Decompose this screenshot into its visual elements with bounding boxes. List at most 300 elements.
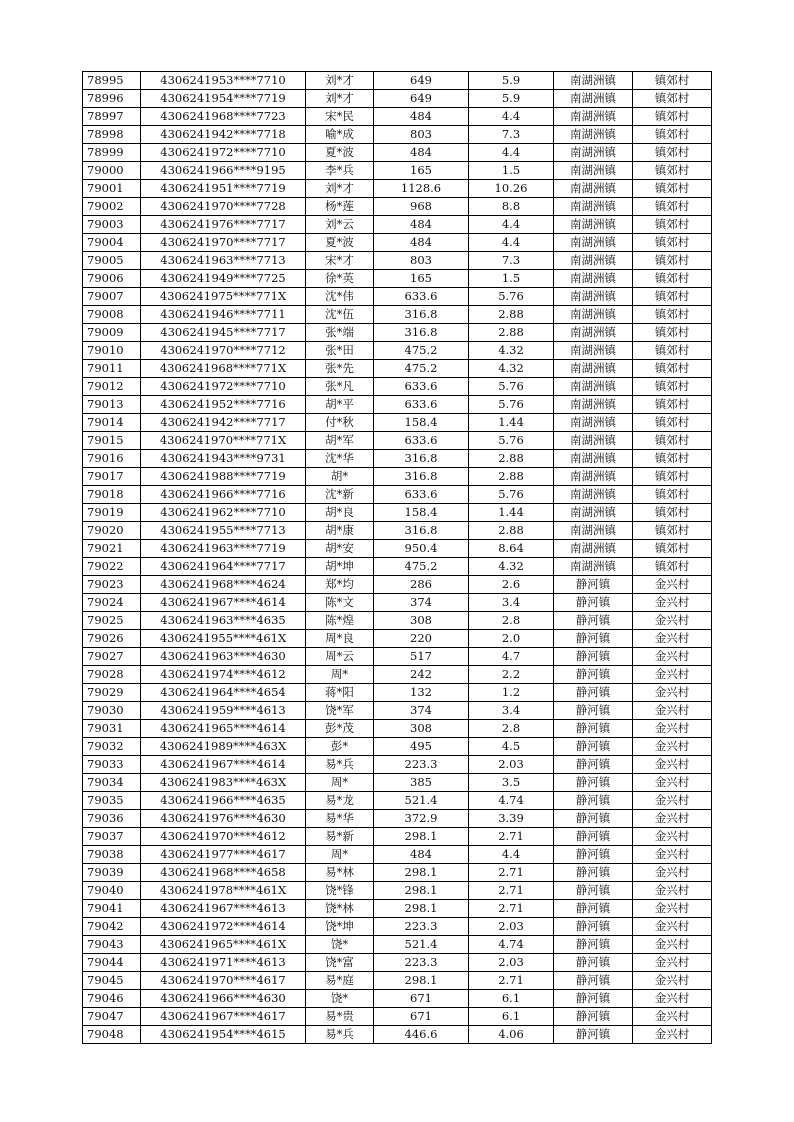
- quantity-cell: 4.5: [469, 738, 554, 756]
- row-number-cell: 79043: [83, 936, 141, 954]
- town-cell: 南湖洲镇: [554, 216, 633, 234]
- id-number-cell: 4306241977****4617: [141, 846, 306, 864]
- table-row: [83, 558, 712, 576]
- id-number-cell: 4306241945****7717: [141, 324, 306, 342]
- quantity-cell: 5.9: [469, 72, 554, 90]
- amount-cell: 475.2: [374, 360, 469, 378]
- town-cell: 静河镇: [554, 648, 633, 666]
- row-number-cell: 79032: [83, 738, 141, 756]
- quantity-cell: 2.03: [469, 756, 554, 774]
- table-row: [83, 594, 712, 612]
- name-cell: 饶*林: [306, 900, 374, 918]
- data-table: [82, 71, 712, 1044]
- town-cell: 南湖洲镇: [554, 378, 633, 396]
- row-number-cell: 79014: [83, 414, 141, 432]
- name-cell: 胡*军: [306, 432, 374, 450]
- row-number-cell: 79015: [83, 432, 141, 450]
- row-number-cell: 79047: [83, 1008, 141, 1026]
- row-number-cell: 79016: [83, 450, 141, 468]
- id-number-cell: 4306241970****771X: [141, 432, 306, 450]
- village-cell: 金兴村: [633, 702, 712, 720]
- name-cell: 蒋*阳: [306, 684, 374, 702]
- id-number-cell: 4306241953****7710: [141, 72, 306, 90]
- village-cell: 金兴村: [633, 612, 712, 630]
- id-number-cell: 4306241963****4630: [141, 648, 306, 666]
- id-number-cell: 4306241978****461X: [141, 882, 306, 900]
- town-cell: 南湖洲镇: [554, 198, 633, 216]
- quantity-cell: 2.88: [469, 324, 554, 342]
- village-cell: 金兴村: [633, 792, 712, 810]
- town-cell: 静河镇: [554, 918, 633, 936]
- id-number-cell: 4306241963****7713: [141, 252, 306, 270]
- name-cell: 张*先: [306, 360, 374, 378]
- table-row: [83, 792, 712, 810]
- name-cell: 饶*军: [306, 702, 374, 720]
- id-number-cell: 4306241942****7717: [141, 414, 306, 432]
- row-number-cell: 79045: [83, 972, 141, 990]
- id-number-cell: 4306241954****4615: [141, 1026, 306, 1044]
- name-cell: 易*新: [306, 828, 374, 846]
- name-cell: 夏*波: [306, 144, 374, 162]
- quantity-cell: 4.74: [469, 792, 554, 810]
- table-row: [83, 702, 712, 720]
- quantity-cell: 2.88: [469, 450, 554, 468]
- village-cell: 金兴村: [633, 990, 712, 1008]
- table-row: [83, 864, 712, 882]
- quantity-cell: 7.3: [469, 252, 554, 270]
- town-cell: 南湖洲镇: [554, 126, 633, 144]
- id-number-cell: 4306241976****4630: [141, 810, 306, 828]
- village-cell: 金兴村: [633, 936, 712, 954]
- town-cell: 南湖洲镇: [554, 252, 633, 270]
- row-number-cell: 79011: [83, 360, 141, 378]
- quantity-cell: 2.88: [469, 522, 554, 540]
- name-cell: 易*兵: [306, 1026, 374, 1044]
- town-cell: 南湖洲镇: [554, 180, 633, 198]
- town-cell: 静河镇: [554, 864, 633, 882]
- row-number-cell: 79033: [83, 756, 141, 774]
- row-number-cell: 79007: [83, 288, 141, 306]
- name-cell: 胡*坤: [306, 558, 374, 576]
- quantity-cell: 1.2: [469, 684, 554, 702]
- town-cell: 静河镇: [554, 720, 633, 738]
- id-number-cell: 4306241946****7711: [141, 306, 306, 324]
- amount-cell: 316.8: [374, 522, 469, 540]
- amount-cell: 223.3: [374, 918, 469, 936]
- village-cell: 金兴村: [633, 900, 712, 918]
- id-number-cell: 4306241968****771X: [141, 360, 306, 378]
- table-row: [83, 630, 712, 648]
- town-cell: 静河镇: [554, 846, 633, 864]
- table-row: [83, 396, 712, 414]
- row-number-cell: 79036: [83, 810, 141, 828]
- id-number-cell: 4306241967****4617: [141, 1008, 306, 1026]
- village-cell: 金兴村: [633, 846, 712, 864]
- village-cell: 金兴村: [633, 738, 712, 756]
- table-row: [83, 972, 712, 990]
- town-cell: 静河镇: [554, 684, 633, 702]
- name-cell: 易*庭: [306, 972, 374, 990]
- name-cell: 刘*云: [306, 216, 374, 234]
- id-number-cell: 4306241962****7710: [141, 504, 306, 522]
- amount-cell: 950.4: [374, 540, 469, 558]
- village-cell: 镇郊村: [633, 198, 712, 216]
- id-number-cell: 4306241970****7728: [141, 198, 306, 216]
- quantity-cell: 2.8: [469, 612, 554, 630]
- village-cell: 金兴村: [633, 684, 712, 702]
- amount-cell: 220: [374, 630, 469, 648]
- table-row: [83, 918, 712, 936]
- town-cell: 南湖洲镇: [554, 360, 633, 378]
- id-number-cell: 4306241968****7723: [141, 108, 306, 126]
- row-number-cell: 79041: [83, 900, 141, 918]
- name-cell: 饶*坤: [306, 918, 374, 936]
- row-number-cell: 79008: [83, 306, 141, 324]
- table-row: [83, 342, 712, 360]
- table-row: [83, 450, 712, 468]
- id-number-cell: 4306241959****4613: [141, 702, 306, 720]
- town-cell: 静河镇: [554, 810, 633, 828]
- village-cell: 金兴村: [633, 1026, 712, 1044]
- quantity-cell: 2.03: [469, 918, 554, 936]
- quantity-cell: 1.5: [469, 270, 554, 288]
- town-cell: 南湖洲镇: [554, 414, 633, 432]
- table-row: [83, 432, 712, 450]
- id-number-cell: 4306241966****9195: [141, 162, 306, 180]
- town-cell: 静河镇: [554, 576, 633, 594]
- row-number-cell: 78998: [83, 126, 141, 144]
- amount-cell: 484: [374, 216, 469, 234]
- quantity-cell: 6.1: [469, 1008, 554, 1026]
- amount-cell: 1128.6: [374, 180, 469, 198]
- town-cell: 南湖洲镇: [554, 144, 633, 162]
- table-row: [83, 360, 712, 378]
- name-cell: 易*华: [306, 810, 374, 828]
- amount-cell: 475.2: [374, 558, 469, 576]
- amount-cell: 484: [374, 846, 469, 864]
- amount-cell: 517: [374, 648, 469, 666]
- row-number-cell: 79001: [83, 180, 141, 198]
- town-cell: 静河镇: [554, 882, 633, 900]
- row-number-cell: 79024: [83, 594, 141, 612]
- town-cell: 静河镇: [554, 1008, 633, 1026]
- table-row: [83, 684, 712, 702]
- quantity-cell: 10.26: [469, 180, 554, 198]
- quantity-cell: 4.4: [469, 108, 554, 126]
- village-cell: 金兴村: [633, 630, 712, 648]
- id-number-cell: 4306241975****771X: [141, 288, 306, 306]
- name-cell: 李*兵: [306, 162, 374, 180]
- town-cell: 静河镇: [554, 738, 633, 756]
- amount-cell: 242: [374, 666, 469, 684]
- name-cell: 杨*莲: [306, 198, 374, 216]
- table-row: [83, 198, 712, 216]
- name-cell: 易*龙: [306, 792, 374, 810]
- amount-cell: 308: [374, 720, 469, 738]
- village-cell: 镇郊村: [633, 108, 712, 126]
- town-cell: 南湖洲镇: [554, 558, 633, 576]
- town-cell: 南湖洲镇: [554, 468, 633, 486]
- row-number-cell: 79048: [83, 1026, 141, 1044]
- row-number-cell: 79044: [83, 954, 141, 972]
- amount-cell: 316.8: [374, 450, 469, 468]
- amount-cell: 803: [374, 126, 469, 144]
- name-cell: 周*: [306, 846, 374, 864]
- table-row: [83, 72, 712, 90]
- table-row: [83, 936, 712, 954]
- id-number-cell: 4306241988****7719: [141, 468, 306, 486]
- village-cell: 镇郊村: [633, 162, 712, 180]
- village-cell: 镇郊村: [633, 360, 712, 378]
- amount-cell: 223.3: [374, 756, 469, 774]
- table-row: [83, 270, 712, 288]
- table-row: [83, 414, 712, 432]
- amount-cell: 316.8: [374, 306, 469, 324]
- table-row: [83, 540, 712, 558]
- table-row: [83, 144, 712, 162]
- quantity-cell: 7.3: [469, 126, 554, 144]
- village-cell: 金兴村: [633, 810, 712, 828]
- table-row: [83, 756, 712, 774]
- name-cell: 周*: [306, 774, 374, 792]
- amount-cell: 633.6: [374, 486, 469, 504]
- amount-cell: 372.9: [374, 810, 469, 828]
- name-cell: 张*端: [306, 324, 374, 342]
- table-row: [83, 180, 712, 198]
- village-cell: 镇郊村: [633, 468, 712, 486]
- town-cell: 南湖洲镇: [554, 162, 633, 180]
- name-cell: 易*兵: [306, 756, 374, 774]
- amount-cell: 298.1: [374, 900, 469, 918]
- name-cell: 沈*新: [306, 486, 374, 504]
- quantity-cell: 2.0: [469, 630, 554, 648]
- table-row: [83, 666, 712, 684]
- row-number-cell: 79002: [83, 198, 141, 216]
- village-cell: 镇郊村: [633, 558, 712, 576]
- quantity-cell: 2.71: [469, 828, 554, 846]
- row-number-cell: 79023: [83, 576, 141, 594]
- quantity-cell: 2.71: [469, 864, 554, 882]
- quantity-cell: 5.76: [469, 288, 554, 306]
- table-row: [83, 108, 712, 126]
- amount-cell: 649: [374, 90, 469, 108]
- row-number-cell: 79031: [83, 720, 141, 738]
- table-row: [83, 486, 712, 504]
- id-number-cell: 4306241964****4654: [141, 684, 306, 702]
- row-number-cell: 79030: [83, 702, 141, 720]
- id-number-cell: 4306241967****4613: [141, 900, 306, 918]
- name-cell: 胡*: [306, 468, 374, 486]
- id-number-cell: 4306241970****4617: [141, 972, 306, 990]
- name-cell: 宋*才: [306, 252, 374, 270]
- id-number-cell: 4306241949****7725: [141, 270, 306, 288]
- village-cell: 金兴村: [633, 648, 712, 666]
- name-cell: 饶*: [306, 990, 374, 1008]
- id-number-cell: 4306241966****7716: [141, 486, 306, 504]
- name-cell: 沈*伍: [306, 306, 374, 324]
- table-row: [83, 468, 712, 486]
- village-cell: 金兴村: [633, 828, 712, 846]
- amount-cell: 298.1: [374, 828, 469, 846]
- town-cell: 南湖洲镇: [554, 72, 633, 90]
- id-number-cell: 4306241972****7710: [141, 144, 306, 162]
- row-number-cell: 79009: [83, 324, 141, 342]
- row-number-cell: 78997: [83, 108, 141, 126]
- village-cell: 镇郊村: [633, 486, 712, 504]
- row-number-cell: 79029: [83, 684, 141, 702]
- row-number-cell: 79034: [83, 774, 141, 792]
- table-row: [83, 900, 712, 918]
- quantity-cell: 2.2: [469, 666, 554, 684]
- id-number-cell: 4306241965****4614: [141, 720, 306, 738]
- id-number-cell: 4306241952****7716: [141, 396, 306, 414]
- table-row: [83, 126, 712, 144]
- town-cell: 静河镇: [554, 972, 633, 990]
- town-cell: 南湖洲镇: [554, 342, 633, 360]
- id-number-cell: 4306241972****4614: [141, 918, 306, 936]
- name-cell: 彭*茂: [306, 720, 374, 738]
- quantity-cell: 2.6: [469, 576, 554, 594]
- id-number-cell: 4306241965****461X: [141, 936, 306, 954]
- quantity-cell: 1.5: [469, 162, 554, 180]
- id-number-cell: 4306241970****4612: [141, 828, 306, 846]
- id-number-cell: 4306241976****7717: [141, 216, 306, 234]
- table-row: [83, 810, 712, 828]
- quantity-cell: 3.5: [469, 774, 554, 792]
- amount-cell: 165: [374, 270, 469, 288]
- amount-cell: 308: [374, 612, 469, 630]
- row-number-cell: 79000: [83, 162, 141, 180]
- town-cell: 静河镇: [554, 936, 633, 954]
- amount-cell: 286: [374, 576, 469, 594]
- town-cell: 静河镇: [554, 612, 633, 630]
- table-row: [83, 504, 712, 522]
- quantity-cell: 2.71: [469, 900, 554, 918]
- table-row: [83, 612, 712, 630]
- quantity-cell: 5.9: [469, 90, 554, 108]
- quantity-cell: 2.71: [469, 972, 554, 990]
- town-cell: 静河镇: [554, 702, 633, 720]
- row-number-cell: 79026: [83, 630, 141, 648]
- quantity-cell: 6.1: [469, 990, 554, 1008]
- village-cell: 镇郊村: [633, 216, 712, 234]
- row-number-cell: 79035: [83, 792, 141, 810]
- amount-cell: 165: [374, 162, 469, 180]
- row-number-cell: 78996: [83, 90, 141, 108]
- id-number-cell: 4306241968****4624: [141, 576, 306, 594]
- amount-cell: 132: [374, 684, 469, 702]
- quantity-cell: 4.32: [469, 360, 554, 378]
- quantity-cell: 1.44: [469, 414, 554, 432]
- row-number-cell: 79006: [83, 270, 141, 288]
- row-number-cell: 79028: [83, 666, 141, 684]
- table-row: [83, 738, 712, 756]
- id-number-cell: 4306241989****463X: [141, 738, 306, 756]
- id-number-cell: 4306241970****7712: [141, 342, 306, 360]
- name-cell: 郑*均: [306, 576, 374, 594]
- table-row: [83, 162, 712, 180]
- row-number-cell: 79037: [83, 828, 141, 846]
- village-cell: 镇郊村: [633, 378, 712, 396]
- table-row: [83, 774, 712, 792]
- amount-cell: 298.1: [374, 882, 469, 900]
- town-cell: 静河镇: [554, 630, 633, 648]
- amount-cell: 495: [374, 738, 469, 756]
- town-cell: 静河镇: [554, 594, 633, 612]
- town-cell: 南湖洲镇: [554, 450, 633, 468]
- name-cell: 胡*安: [306, 540, 374, 558]
- row-number-cell: 79012: [83, 378, 141, 396]
- village-cell: 镇郊村: [633, 450, 712, 468]
- quantity-cell: 8.8: [469, 198, 554, 216]
- village-cell: 金兴村: [633, 918, 712, 936]
- row-number-cell: 79038: [83, 846, 141, 864]
- village-cell: 镇郊村: [633, 414, 712, 432]
- village-cell: 镇郊村: [633, 504, 712, 522]
- row-number-cell: 79019: [83, 504, 141, 522]
- quantity-cell: 4.7: [469, 648, 554, 666]
- quantity-cell: 5.76: [469, 396, 554, 414]
- id-number-cell: 4306241970****7717: [141, 234, 306, 252]
- village-cell: 镇郊村: [633, 234, 712, 252]
- amount-cell: 633.6: [374, 396, 469, 414]
- quantity-cell: 4.32: [469, 342, 554, 360]
- name-cell: 易*贵: [306, 1008, 374, 1026]
- row-number-cell: 78995: [83, 72, 141, 90]
- table-row: [83, 324, 712, 342]
- village-cell: 金兴村: [633, 576, 712, 594]
- name-cell: 饶*富: [306, 954, 374, 972]
- quantity-cell: 2.88: [469, 306, 554, 324]
- village-cell: 镇郊村: [633, 324, 712, 342]
- amount-cell: 633.6: [374, 378, 469, 396]
- town-cell: 南湖洲镇: [554, 540, 633, 558]
- amount-cell: 374: [374, 702, 469, 720]
- town-cell: 南湖洲镇: [554, 324, 633, 342]
- amount-cell: 446.6: [374, 1026, 469, 1044]
- village-cell: 金兴村: [633, 666, 712, 684]
- id-number-cell: 4306241954****7719: [141, 90, 306, 108]
- table-row: [83, 90, 712, 108]
- amount-cell: 521.4: [374, 792, 469, 810]
- name-cell: 张*凡: [306, 378, 374, 396]
- table-row: [83, 306, 712, 324]
- town-cell: 南湖洲镇: [554, 234, 633, 252]
- amount-cell: 158.4: [374, 414, 469, 432]
- row-number-cell: 79046: [83, 990, 141, 1008]
- id-number-cell: 4306241966****4630: [141, 990, 306, 1008]
- name-cell: 陈*煌: [306, 612, 374, 630]
- town-cell: 南湖洲镇: [554, 90, 633, 108]
- id-number-cell: 4306241967****4614: [141, 594, 306, 612]
- village-cell: 金兴村: [633, 882, 712, 900]
- village-cell: 镇郊村: [633, 522, 712, 540]
- village-cell: 镇郊村: [633, 396, 712, 414]
- id-number-cell: 4306241963****4635: [141, 612, 306, 630]
- id-number-cell: 4306241943****9731: [141, 450, 306, 468]
- quantity-cell: 2.8: [469, 720, 554, 738]
- quantity-cell: 8.64: [469, 540, 554, 558]
- village-cell: 金兴村: [633, 954, 712, 972]
- amount-cell: 374: [374, 594, 469, 612]
- row-number-cell: 79042: [83, 918, 141, 936]
- table-row: [83, 1008, 712, 1026]
- id-number-cell: 4306241951****7719: [141, 180, 306, 198]
- table-row: [83, 288, 712, 306]
- quantity-cell: 4.4: [469, 144, 554, 162]
- name-cell: 沈*华: [306, 450, 374, 468]
- town-cell: 南湖洲镇: [554, 504, 633, 522]
